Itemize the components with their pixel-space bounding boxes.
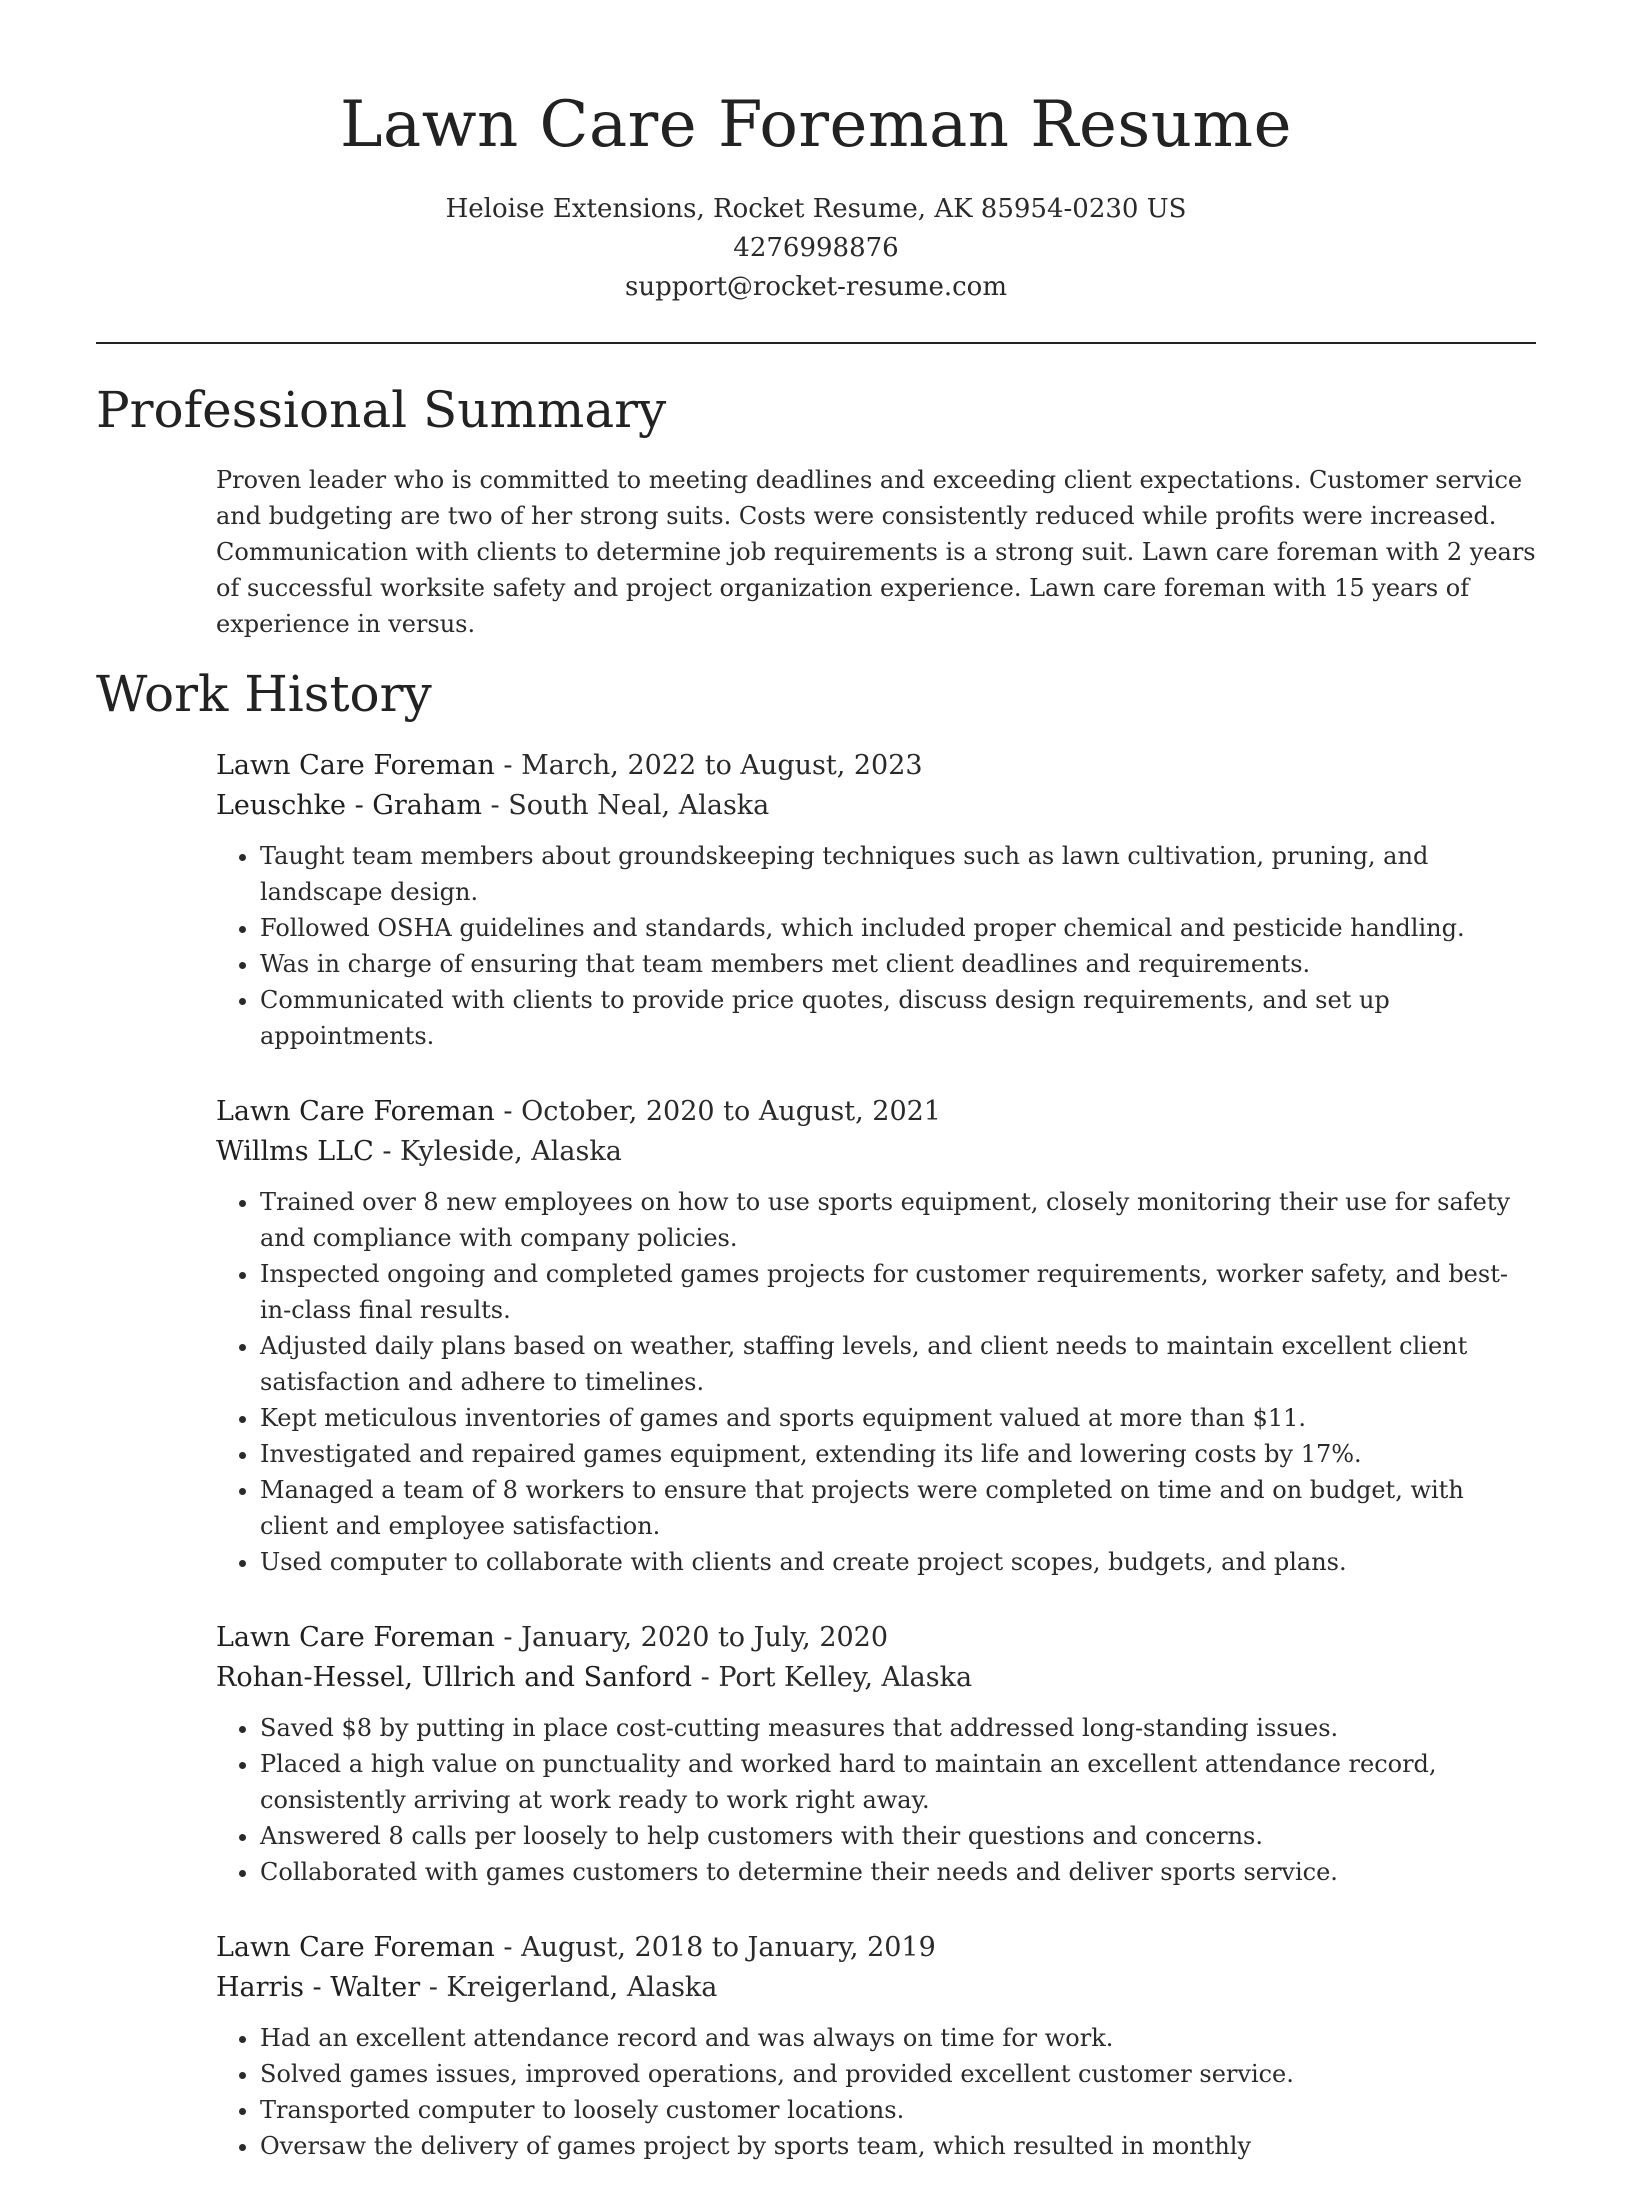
list-item: • Was in charge of ensuring that team members met client deadlines and requirements. xyxy=(260,946,1538,982)
job-bullets xyxy=(216,1710,1538,1890)
job-title: Lawn Care Foreman xyxy=(216,1622,495,1653)
work-history-heading: Work History xyxy=(96,665,432,723)
job-employer-line xyxy=(216,1132,1538,1172)
job-employer-line xyxy=(216,1658,1538,1698)
job-employer: Rohan-Hessel, Ullrich and Sanford xyxy=(216,1662,693,1693)
separator: - xyxy=(494,1096,522,1127)
list-item: • Collaborated with games customers to determine their needs and deliver sports service. xyxy=(260,1854,1538,1890)
separator: - xyxy=(494,1932,522,1963)
job-location: Kyleside, Alaska xyxy=(400,1136,622,1167)
list-item: • Oversaw the delivery of games project by sports team, which resulted in monthly xyxy=(260,2128,1538,2164)
separator: - xyxy=(692,1662,719,1693)
job-dates: August, 2018 to January, 2019 xyxy=(521,1932,936,1963)
job-title-line xyxy=(216,1618,1538,1658)
list-item: • Used computer to collaborate with clients and create project scopes, budgets, and plans. xyxy=(260,1544,1538,1580)
job-dates: January, 2020 to July, 2020 xyxy=(521,1622,889,1653)
contact-email: support@rocket-resume.com xyxy=(624,272,1007,302)
job-entry xyxy=(216,1618,1538,1890)
job-dates: October, 2020 to August, 2021 xyxy=(521,1096,941,1127)
resume-title: Lawn Care Foreman Resume xyxy=(340,88,1292,162)
list-item: • Answered 8 calls per loosely to help customers with their questions and concerns. xyxy=(260,1818,1538,1854)
job-dates: March, 2022 to August, 2023 xyxy=(521,750,923,781)
job-entry xyxy=(216,746,1538,1054)
job-employer-line xyxy=(216,1968,1538,2008)
separator: - xyxy=(494,750,522,781)
list-item: • Kept meticulous inventories of games and sports equipment valued at more than $11. xyxy=(260,1400,1538,1436)
list-item: • Adjusted daily plans based on weather, staffing levels, and client needs to maintain excellent client satisfaction and adhere to timelines. xyxy=(260,1328,1538,1400)
separator: - xyxy=(373,1136,401,1167)
job-employer: Harris - Walter xyxy=(216,1972,421,2003)
job-title: Lawn Care Foreman xyxy=(216,1096,495,1127)
job-entry xyxy=(216,1092,1538,1580)
job-title-line xyxy=(216,1092,1538,1132)
job-title: Lawn Care Foreman xyxy=(216,750,495,781)
contact-phone: 4276998876 xyxy=(733,233,899,263)
job-bullets xyxy=(216,838,1538,1054)
job-location: South Neal, Alaska xyxy=(508,790,770,821)
job-title: Lawn Care Foreman xyxy=(216,1932,495,1963)
list-item: • Investigated and repaired games equipment, extending its life and lowering costs by 17%. xyxy=(260,1436,1538,1472)
header-divider xyxy=(96,342,1536,344)
work-history-list xyxy=(216,746,1538,2202)
job-employer-line xyxy=(216,786,1538,826)
job-employer: Willms LLC xyxy=(216,1136,374,1167)
list-item: • Taught team members about groundskeeping techniques such as lawn cultivation, pruning, and landscape design. xyxy=(260,838,1538,910)
list-item: • Followed OSHA guidelines and standards, which included proper chemical and pesticide handling. xyxy=(260,910,1538,946)
list-item: • Managed a team of 8 workers to ensure that projects were completed on time and on budget, with client and employee satisfaction. xyxy=(260,1472,1538,1544)
separator: - xyxy=(481,790,509,821)
summary-heading: Professional Summary xyxy=(96,381,667,439)
resume-header xyxy=(0,82,1632,307)
summary-text: Proven leader who is committed to meeting deadlines and exceeding client expectations. Customer service and budgeting are two of her strong suits. Costs were consistently reduced while profits were increased. Communication with clients to determine job requirements is a strong suit. Lawn care foreman with 2 years of successful worksite safety and project organization experience. Lawn care foreman with 15 years of experience in versus. xyxy=(216,466,1536,638)
job-entry xyxy=(216,1928,1538,2164)
job-title-line xyxy=(216,1928,1538,1968)
list-item: • Had an excellent attendance record and was always on time for work. xyxy=(260,2020,1538,2056)
list-item: • Inspected ongoing and completed games projects for customer requirements, worker safety, and best-in-class final results. xyxy=(260,1256,1538,1328)
job-location: Kreigerland, Alaska xyxy=(446,1972,718,2003)
separator: - xyxy=(420,1972,447,2003)
list-item: • Communicated with clients to provide price quotes, discuss design requirements, and set up appointments. xyxy=(260,982,1538,1054)
job-location: Port Kelley, Alaska xyxy=(718,1662,973,1693)
list-item: • Transported computer to loosely customer locations. xyxy=(260,2092,1538,2128)
contact-address: Heloise Extensions, Rocket Resume, AK 85954-0230 US xyxy=(445,194,1187,224)
separator: - xyxy=(494,1622,522,1653)
job-title-line xyxy=(216,746,1538,786)
list-item: • Trained over 8 new employees on how to use sports equipment, closely monitoring their use for safety and compliance with company policies. xyxy=(260,1184,1538,1256)
list-item: • Placed a high value on punctuality and worked hard to maintain an excellent attendance record, consistently arriving at work ready to work right away. xyxy=(260,1746,1538,1818)
list-item: • Saved $8 by putting in place cost-cutting measures that addressed long-standing issues. xyxy=(260,1710,1538,1746)
list-item: • Solved games issues, improved operations, and provided excellent customer service. xyxy=(260,2056,1538,2092)
job-bullets xyxy=(216,2020,1538,2164)
job-employer: Leuschke - Graham xyxy=(216,790,482,821)
job-bullets xyxy=(216,1184,1538,1580)
